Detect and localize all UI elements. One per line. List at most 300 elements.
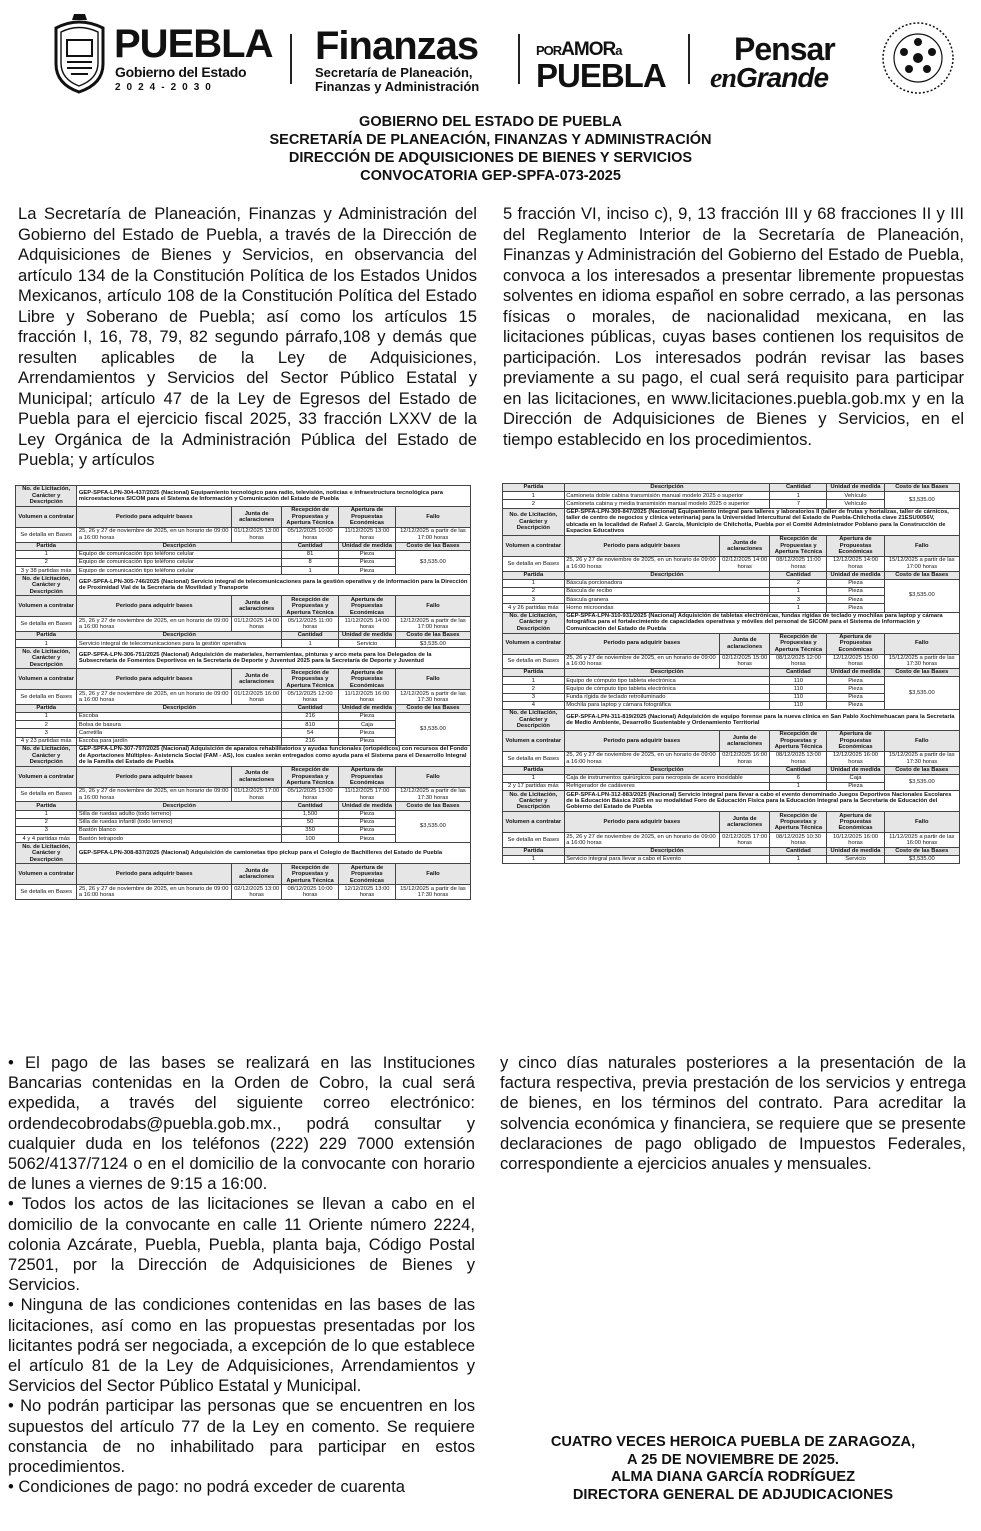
finanzas-subtitle: Secretaría de Planeación, Finanzas y Administración xyxy=(315,65,480,94)
descripcion-header: Descripción xyxy=(77,631,282,639)
recepcion-cell: 05/12/2025 11:00 horas xyxy=(282,617,339,632)
periodo-header: Periodo para adquirir bases xyxy=(77,507,232,528)
schedule-row xyxy=(16,787,471,802)
partida-cell: 3 xyxy=(16,729,77,737)
cantidad-cell: 110 xyxy=(770,685,827,693)
periodo-cell: 25, 26 y 27 de noviembre de 2025, en un horario de 09:00 a 16:00 horas xyxy=(564,654,719,669)
cantidad-cell: 110 xyxy=(770,677,827,685)
unidad-cell: Pieza xyxy=(339,810,396,818)
licitacion-description: GEP-SPFA-LPN-312-883/2025 (Nacional) Servicio integral para llevar a cabo el evento denominado Juegos Deportivos Nacionales Escolares de la Educación Básica 2025 en su modalidad Foro de Educación Física para la Educación Integral para la Secretaría de Educación del Gobierno del Estado de Puebla xyxy=(564,791,959,812)
fallo-cell: 12/12/2025 a partir de las 17:00 horas xyxy=(395,617,470,632)
apertura-cell: 11/12/2025 17:00 horas xyxy=(339,787,396,802)
cantidad-cell: 110 xyxy=(770,693,827,701)
unidad-cell: Pieza xyxy=(827,701,884,709)
apertura-header: Apertura de Propuestas Económicas xyxy=(827,812,884,833)
partida-cell: 2 y 17 partidas más xyxy=(503,783,565,791)
partida-cell: 4 y 26 partidas más xyxy=(503,604,565,612)
partida-cell: 1 xyxy=(503,774,565,782)
descripcion-cell: Refrigerador de cadáveres xyxy=(564,783,770,791)
periodo-header: Periodo para adquirir bases xyxy=(564,812,719,833)
unidad-cell: Pieza xyxy=(827,587,884,595)
fallo-header: Fallo xyxy=(884,633,959,654)
costo-header: Costo de las Bases xyxy=(395,802,470,810)
partida-cell: 1 xyxy=(503,492,565,500)
table-row xyxy=(16,550,471,558)
cantidad-cell: 1 xyxy=(770,492,827,500)
licitacion-description: GEP-SPFA-LPN-308-837/2025 (Nacional) Adquisición de camionetas tipo pickup para el Colegio de Bachilleres del Estado de Puebla xyxy=(77,843,471,864)
table-row xyxy=(503,677,960,685)
partida-cell: 1 xyxy=(16,640,77,648)
signature-block xyxy=(500,1434,966,1504)
licitacion-row xyxy=(16,843,471,864)
partida-header: Partida xyxy=(16,631,77,639)
descripcion-cell: Equipo de comunicación tipo teléfono celular xyxy=(77,550,282,558)
periodo-header: Periodo para adquirir bases xyxy=(77,766,232,787)
partida-cell: 4 xyxy=(503,701,565,709)
items-header-row xyxy=(503,669,960,677)
volumen-cell: Se detalla en Bases xyxy=(16,528,77,543)
costo-cell: $3,535.00 xyxy=(884,579,959,612)
unidad-cell: Servicio xyxy=(827,855,884,863)
cantidad-cell: 810 xyxy=(282,721,339,729)
table-row xyxy=(503,774,960,782)
descripcion-header: Descripción xyxy=(77,542,282,550)
items-header-row xyxy=(16,704,471,712)
title-line-1: GOBIERNO DEL ESTADO DE PUEBLA xyxy=(359,114,622,130)
cantidad-cell: 1 xyxy=(770,604,827,612)
licitacion-description: GEP-SPFA-LPN-311-819/2025 (Nacional) Adquisición de equipo forense para la nueva clínica en San Pablo Xochimehuacan para la Secretaría de Medio Ambiente, Desarrollo Sustentable y Ordenamiento Territorial xyxy=(564,710,959,731)
costo-cell: $3,535.00 xyxy=(395,550,470,575)
junta-header: Junta de aclaraciones xyxy=(720,535,770,556)
condition-item: • El pago de las bases se realizará en las Instituciones Bancarias contenidas en la Orden de Cobro, la cual será expedida, a través del siguiente correo electrónico: ordendecobrodabs@puebla.gob.mx., podrá consultar y cualquier duda en los teléfonos (222) 229 7000 extensión 5062/4137/7124 o en el domicilio de la convocante con horario de lunes a viernes de 9:15 a 16:00. xyxy=(8,1053,475,1194)
condition-item: • No podrán participar las personas que se encuentren en los supuestos del artículo 77 de la Ley en comento. Se requiere constancia de no inhabilitado para participar en estos procedimientos. xyxy=(8,1396,475,1477)
schedule-header-row xyxy=(16,864,471,885)
junta-cell: 02/12/2025 15:00 horas xyxy=(720,654,770,669)
table-row xyxy=(16,713,471,721)
conditions-right: y cinco días naturales posteriores a la presentación de la factura respectiva, previa prestación de los servicios y entrega de bienes, en los términos del contrato. Para acreditar la solvencia económica y financiera, se requiere que se presente declaraciones de pago obligado de Impuestos Federales, correspondiente a ejercicios anuales y mensuales. xyxy=(500,1053,966,1174)
no-licitacion-label: No. de Licitación, Carácter y Descripción xyxy=(16,648,77,669)
junta-cell: 01/12/2025 16:00 horas xyxy=(232,690,282,705)
licitacion-row xyxy=(503,612,960,633)
cantidad-cell: 1 xyxy=(770,587,827,595)
amor-por: POR xyxy=(536,43,562,58)
apertura-cell: 11/12/2025 13:00 horas xyxy=(339,528,396,543)
amor-a: a xyxy=(615,43,622,58)
recepcion-header: Recepción de Propuestas y Apertura Técnica xyxy=(282,864,339,885)
periodo-cell: 25, 26 y 27 de noviembre de 2025, en un horario de 09:00 a 16:00 horas xyxy=(77,787,232,802)
schedule-header-row xyxy=(16,596,471,617)
table-row xyxy=(503,579,960,587)
cantidad-cell: 1 xyxy=(282,567,339,575)
apertura-header: Apertura de Propuestas Económicas xyxy=(339,864,396,885)
periodo-cell: 25, 26 y 27 de noviembre de 2025, en un horario de 09:00 a 16:00 horas xyxy=(77,885,232,900)
partida-header: Partida xyxy=(503,669,565,677)
descripcion-header: Descripción xyxy=(564,669,770,677)
junta-cell: 02/12/2025 17:00 horas xyxy=(720,833,770,848)
junta-header: Junta de aclaraciones xyxy=(720,812,770,833)
unidad-header: Unidad de medida xyxy=(339,631,396,639)
descripcion-cell: Báscula porcionadora xyxy=(564,579,770,587)
licitacion-row xyxy=(503,710,960,731)
schedule-header-row xyxy=(503,731,960,752)
periodo-header: Periodo para adquirir bases xyxy=(564,731,719,752)
descripcion-cell: Escoba para jardín xyxy=(77,737,282,745)
cantidad-cell: 100 xyxy=(282,835,339,843)
apertura-cell: 12/12/2025 13:00 horas xyxy=(339,885,396,900)
unidad-cell: Pieza xyxy=(827,783,884,791)
cantidad-cell: 216 xyxy=(282,713,339,721)
licitacion-row xyxy=(16,648,471,669)
recepcion-header: Recepción de Propuestas y Apertura Técnica xyxy=(770,633,827,654)
recepcion-cell: 05/12/2025 10:00 horas xyxy=(282,528,339,543)
descripcion-cell: Bastón blanco xyxy=(77,827,282,835)
periodo-cell: 25, 26 y 27 de noviembre de 2025, en un horario de 09:00 a 16:00 horas xyxy=(564,556,719,571)
schedule-row xyxy=(503,752,960,767)
unidad-cell: Pieza xyxy=(339,567,396,575)
recepcion-header: Recepción de Propuestas y Apertura Técnica xyxy=(770,812,827,833)
logo-divider xyxy=(290,34,292,84)
volumen-header: Volumen a contratar xyxy=(503,535,565,556)
conditions-left xyxy=(8,1053,475,1497)
volumen-header: Volumen a contratar xyxy=(16,507,77,528)
costo-cell: $3,535.00 xyxy=(884,774,959,790)
recepcion-cell: 08/12/2025 10:30 horas xyxy=(770,833,827,848)
licitacion-description: GEP-SPFA-LPN-306-751/2025 (Nacional) Adquisición de materiales, herramientas, pinturas y arco meta para los Delegados de la Subsecretaría de Fomentos Deportivos en la Secretaría de Deporte y Juventud 2025 para la Secretaría de Deporte y Juventud xyxy=(77,648,471,669)
schedule-row xyxy=(503,833,960,848)
schedule-row xyxy=(16,885,471,900)
puebla-subtitle: Gobierno del Estado xyxy=(115,64,247,80)
unidad-cell: Pieza xyxy=(827,604,884,612)
schedule-header-row xyxy=(16,669,471,690)
schedule-row xyxy=(16,528,471,543)
unidad-cell: Pieza xyxy=(339,550,396,558)
volumen-cell: Se detalla en Bases xyxy=(16,787,77,802)
logo-divider xyxy=(688,34,690,84)
cantidad-cell: 1 xyxy=(770,783,827,791)
descripcion-cell: Servicio integral para llevar a cabo el Evento xyxy=(564,855,770,863)
costo-header: Costo de las Bases xyxy=(884,571,959,579)
apertura-header: Apertura de Propuestas Económicas xyxy=(827,535,884,556)
descripcion-cell: Servicio integral de telecomunicaciones para la gestión operativa xyxy=(77,640,282,648)
cantidad-cell: 350 xyxy=(282,827,339,835)
pensar-en: en xyxy=(710,63,736,94)
no-licitacion-label: No. de Licitación, Carácter y Descripción xyxy=(503,612,565,633)
items-header-row xyxy=(503,484,960,492)
fallo-cell: 11/12/2025 a partir de las 16:00 horas xyxy=(884,833,959,848)
partida-cell: 1 xyxy=(503,677,565,685)
licitacion-row xyxy=(16,745,471,766)
costo-header: Costo de las Bases xyxy=(884,484,959,492)
recepcion-cell: 08/12/2025 11:00 horas xyxy=(770,556,827,571)
unidad-header: Unidad de medida xyxy=(827,847,884,855)
fallo-cell: 12/12/2025 a partir de las 17:30 horas xyxy=(395,787,470,802)
items-header-row xyxy=(503,847,960,855)
periodo-cell: 25, 26 y 27 de noviembre de 2025, en un horario de 09:00 a 16:00 horas xyxy=(77,617,232,632)
costo-cell: $3,535.00 xyxy=(395,810,470,843)
licitaciones-table-left xyxy=(15,485,471,900)
document-title xyxy=(0,113,981,185)
puebla-years: 2024-2030 xyxy=(115,82,217,93)
cantidad-header: Cantidad xyxy=(770,669,827,677)
volumen-header: Volumen a contratar xyxy=(503,731,565,752)
cantidad-cell: 1 xyxy=(282,640,339,648)
schedule-header-row xyxy=(503,812,960,833)
apertura-cell: 11/12/2025 14:00 horas xyxy=(339,617,396,632)
pensar-grande: Grande xyxy=(736,62,829,93)
apertura-cell: 11/12/2025 16:00 horas xyxy=(339,690,396,705)
finanzas-wordmark: Finanzas xyxy=(315,24,479,68)
unidad-cell: Pieza xyxy=(827,685,884,693)
no-licitacion-label: No. de Licitación, Carácter y Descripción xyxy=(16,575,77,596)
licitacion-description: GEP-SPFA-LPN-307-797/2025 (Nacional) Adquisición de aparatos rehabilitatorios y ayudas funcionales (ortopédicos) con recursos del Fondo de Aportaciones Múltiples- Asistencia Social (FAM - AS), los cuales serán entregados como ayuda para el Sistema para el Desarrollo Integral de la Familia del Estado de Puebla xyxy=(77,745,471,766)
descripcion-cell: Báscula de recibo xyxy=(564,587,770,595)
no-licitacion-label: No. de Licitación, Carácter y Descripción xyxy=(503,508,565,535)
cantidad-cell: 54 xyxy=(282,729,339,737)
unidad-header: Unidad de medida xyxy=(827,766,884,774)
items-header-row xyxy=(503,571,960,579)
descripcion-header: Descripción xyxy=(564,847,770,855)
unidad-cell: Pieza xyxy=(827,677,884,685)
apertura-cell: 10/12/2025 16:00 horas xyxy=(827,833,884,848)
recepcion-cell: 05/12/2025 12:00 horas xyxy=(282,690,339,705)
apertura-header: Apertura de Propuestas Económicas xyxy=(339,669,396,690)
condition-item: • Condiciones de pago: no podrá exceder de cuarenta xyxy=(8,1477,405,1497)
unidad-cell: Vehículo xyxy=(827,492,884,500)
licitacion-description: GEP-SPFA-LPN-310-931/2025 (Nacional) Adquisición de tabletas electrónicas, fundas rígidas de teclado y mochilas para laptop y cámara fotográfica para el fortalecimiento de capacidades operativas y móviles del personal de SICOM para el Sistema de Información y Comunicación del Estado de Puebla xyxy=(564,612,959,633)
partida-cell: 2 xyxy=(16,818,77,826)
periodo-cell: 25, 26 y 27 de noviembre de 2025, en un horario de 09:00 a 16:00 horas xyxy=(564,752,719,767)
licitaciones-table-right xyxy=(502,483,960,864)
descripcion-header: Descripción xyxy=(564,766,770,774)
apertura-header: Apertura de Propuestas Económicas xyxy=(339,596,396,617)
junta-header: Junta de aclaraciones xyxy=(232,864,282,885)
fallo-cell: 15/12/2025 a partir de las 17:30 horas xyxy=(884,654,959,669)
apertura-header: Apertura de Propuestas Económicas xyxy=(827,633,884,654)
descripcion-cell: Escoba xyxy=(77,713,282,721)
amor-amor: AMOR xyxy=(561,39,616,60)
unidad-cell: Servicio xyxy=(339,640,396,648)
cantidad-cell: 216 xyxy=(282,737,339,745)
fallo-cell: 12/12/2025 a partir de las 17:00 horas xyxy=(395,528,470,543)
periodo-header: Periodo para adquirir bases xyxy=(564,633,719,654)
schedule-header-row xyxy=(16,507,471,528)
partida-cell: 3 xyxy=(503,693,565,701)
volumen-header: Volumen a contratar xyxy=(16,864,77,885)
fallo-cell: 12/12/2025 a partir de las 17:30 horas xyxy=(395,690,470,705)
descripcion-cell: Báscula granera xyxy=(564,596,770,604)
cantidad-cell: 3 xyxy=(770,596,827,604)
volumen-cell: Se detalla en Bases xyxy=(503,556,565,571)
junta-cell: 02/12/2025 13:00 horas xyxy=(232,885,282,900)
schedule-row xyxy=(503,556,960,571)
cantidad-header: Cantidad xyxy=(282,802,339,810)
state-shield-icon xyxy=(52,14,107,94)
cantidad-header: Cantidad xyxy=(770,847,827,855)
signature-line-2: A 25 DE NOVIEMBRE DE 2025. xyxy=(627,1451,839,1468)
partida-header: Partida xyxy=(503,484,565,492)
seal-icon xyxy=(880,20,956,96)
descripcion-cell: Equipo de cómputo tipo tableta electrónica xyxy=(564,677,770,685)
apertura-cell: 12/12/2025 14:00 horas xyxy=(827,556,884,571)
unidad-cell: Pieza xyxy=(339,835,396,843)
table-row xyxy=(16,640,471,648)
junta-header: Junta de aclaraciones xyxy=(720,731,770,752)
partida-header: Partida xyxy=(503,766,565,774)
table-row xyxy=(503,492,960,500)
no-licitacion-label: No. de Licitación, Carácter y Descripción xyxy=(16,843,77,864)
fallo-cell: 15/12/2025 a partir de las 17:30 horas xyxy=(395,885,470,900)
unidad-cell: Pieza xyxy=(339,818,396,826)
recepcion-header: Recepción de Propuestas y Apertura Técnica xyxy=(282,596,339,617)
licitacion-row xyxy=(503,508,960,535)
junta-header: Junta de aclaraciones xyxy=(232,596,282,617)
partida-header: Partida xyxy=(16,542,77,550)
unidad-cell: Caja xyxy=(827,774,884,782)
unidad-cell: Pieza xyxy=(339,737,396,745)
partida-cell: 4 y 23 partidas más xyxy=(16,737,77,745)
intro-paragraph-left: La Secretaría de Planeación, Finanzas y Administración del Gobierno del Estado de Puebla, a través de la Dirección de Adquisiciones de Bienes y Servicios, en observancia del artículo 134 de la Constitución Política de los Estados Unidos Mexicanos, artículo 108 de la Constitución Política del Estado Libre y Soberano de Puebla; así como los artículos 15 fracción I, 16, 78, 79, 82 segundo párrafo,108 y demás que resulten aplicables de la Ley de Adquisiciones, Arrendamientos y Servicios del Sector Público Estatal y Municipal; artículo 47 de la Ley de Egresos del Estado de Puebla para el ejercicio fiscal 2025, 33 fracción LXXV de la Ley Orgánica de la Administración Pública del Estado de Puebla; y artículos xyxy=(18,204,477,469)
cantidad-header: Cantidad xyxy=(282,542,339,550)
costo-header: Costo de las Bases xyxy=(395,704,470,712)
fallo-header: Fallo xyxy=(395,864,470,885)
recepcion-header: Recepción de Propuestas y Apertura Técnica xyxy=(770,535,827,556)
descripcion-cell: Equipo de comunicación tipo teléfono celular xyxy=(77,558,282,566)
title-line-2: SECRETARÍA DE PLANEACIÓN, FINANZAS Y ADMINISTRACIÓN xyxy=(269,132,712,148)
partida-cell: 2 xyxy=(503,500,565,508)
signature-line-4: DIRECTORA GENERAL DE ADJUDICACIONES xyxy=(572,1486,894,1503)
descripcion-header: Descripción xyxy=(77,704,282,712)
descripcion-cell: Funda rígida de teclado retroiluminado xyxy=(564,693,770,701)
apertura-header: Apertura de Propuestas Económicas xyxy=(339,507,396,528)
licitaciones-table xyxy=(15,485,471,900)
licitacion-row xyxy=(503,791,960,812)
unidad-cell: Pieza xyxy=(339,827,396,835)
volumen-cell: Se detalla en Bases xyxy=(16,885,77,900)
partida-header: Partida xyxy=(16,704,77,712)
fallo-header: Fallo xyxy=(395,669,470,690)
periodo-header: Periodo para adquirir bases xyxy=(564,535,719,556)
recepcion-cell: 08/12/2025 10:00 horas xyxy=(282,885,339,900)
apertura-header: Apertura de Propuestas Económicas xyxy=(827,731,884,752)
partida-cell: 1 xyxy=(16,550,77,558)
cantidad-header: Cantidad xyxy=(282,631,339,639)
descripcion-cell: Camioneta cabina y media transmisión manual modelo 2025 o superior xyxy=(564,500,770,508)
recepcion-header: Recepción de Propuestas y Apertura Técnica xyxy=(282,669,339,690)
descripcion-header: Descripción xyxy=(77,802,282,810)
schedule-row xyxy=(503,654,960,669)
condition-item: • Todos los actos de las licitaciones se llevan a cabo en el domicilio de la convocante en calle 11 Oriente número 2224, colonia Azcárate, Puebla, Puebla, planta baja, Código Postal 72501, por la Dirección de Adquisiciones de Bienes y Servicios. xyxy=(8,1194,475,1295)
volumen-cell: Se detalla en Bases xyxy=(503,752,565,767)
no-licitacion-label: No. de Licitación, Carácter y Descripción xyxy=(16,486,77,507)
unidad-cell: Pieza xyxy=(339,713,396,721)
volumen-cell: Se detalla en Bases xyxy=(503,654,565,669)
descripcion-cell: Equipo de cómputo tipo tableta electrónica xyxy=(564,685,770,693)
apertura-cell: 12/12/2025 15:00 horas xyxy=(827,654,884,669)
volumen-cell: Se detalla en Bases xyxy=(16,617,77,632)
licitaciones-table xyxy=(502,483,960,864)
volumen-header: Volumen a contratar xyxy=(16,766,77,787)
costo-header: Costo de las Bases xyxy=(395,631,470,639)
cantidad-header: Cantidad xyxy=(770,571,827,579)
fallo-header: Fallo xyxy=(395,766,470,787)
intro-paragraph-right: 5 fracción VI, inciso c), 9, 13 fracción III y 68 fracciones II y III del Reglamento Interior de la Secretaría de Planeación, Finanzas y Administración del Gobierno del Estado de Puebla, convoca a los interesados a presentar libremente propuestas solventes en idioma español en sobre cerrado, a las personas físicas o morales, de nacionalidad mexicana, en las licitaciones públicas, cuyas bases contienen los requisitos de participación. Los interesados podrán revisar las bases previamente a su pago, el cual será requisito para participar en las licitaciones, en www.licitaciones.puebla.gob.mx y en la Dirección de Adquisiciones de Bienes y Servicios, en el tiempo establecido en los procedimientos. xyxy=(503,204,964,449)
cantidad-header: Cantidad xyxy=(770,484,827,492)
schedule-header-row xyxy=(16,766,471,787)
recepcion-cell: 05/12/2025 13:00 horas xyxy=(282,787,339,802)
junta-header: Junta de aclaraciones xyxy=(720,633,770,654)
descripcion-cell: Silla de ruedas infantil (todo terreno) xyxy=(77,818,282,826)
costo-header: Costo de las Bases xyxy=(395,542,470,550)
descripcion-cell: Equipo de comunicación tipo teléfono celular xyxy=(77,567,282,575)
volumen-header: Volumen a contratar xyxy=(503,633,565,654)
partida-cell: 3 xyxy=(503,596,565,604)
schedule-row xyxy=(16,690,471,705)
title-line-3: DIRECCIÓN DE ADQUISICIONES DE BIENES Y SERVICIOS xyxy=(288,150,693,166)
partida-cell: 2 xyxy=(16,558,77,566)
fallo-cell: 15/12/2025 a partir de las 17:00 horas xyxy=(884,556,959,571)
fallo-header: Fallo xyxy=(884,535,959,556)
unidad-header: Unidad de medida xyxy=(827,669,884,677)
logo-divider xyxy=(518,34,520,84)
cantidad-cell: 1 xyxy=(770,855,827,863)
descripcion-cell: Carretilla xyxy=(77,729,282,737)
junta-header: Junta de aclaraciones xyxy=(232,507,282,528)
cantidad-header: Cantidad xyxy=(282,704,339,712)
descripcion-cell: Bastón tetrapodo xyxy=(77,835,282,843)
volumen-header: Volumen a contratar xyxy=(16,669,77,690)
fallo-header: Fallo xyxy=(395,596,470,617)
fallo-header: Fallo xyxy=(395,507,470,528)
schedule-header-row xyxy=(503,535,960,556)
costo-header: Costo de las Bases xyxy=(884,766,959,774)
recepcion-header: Recepción de Propuestas y Apertura Técnica xyxy=(282,507,339,528)
no-licitacion-label: No. de Licitación, Carácter y Descripción xyxy=(503,791,565,812)
unidad-cell: Pieza xyxy=(339,558,396,566)
partida-header: Partida xyxy=(503,847,565,855)
costo-cell: $3,535.00 xyxy=(395,640,470,648)
junta-header: Junta de aclaraciones xyxy=(232,766,282,787)
junta-cell: 01/12/2025 13:00 horas xyxy=(232,528,282,543)
unidad-cell: Pieza xyxy=(827,693,884,701)
items-header-row xyxy=(16,802,471,810)
items-header-row xyxy=(503,766,960,774)
unidad-header: Unidad de medida xyxy=(339,802,396,810)
fallo-header: Fallo xyxy=(884,812,959,833)
fallo-header: Fallo xyxy=(884,731,959,752)
costo-cell: $3,535.00 xyxy=(395,713,470,746)
descripcion-cell: Mochila para laptop y cámara fotográfica xyxy=(564,701,770,709)
licitacion-description: GEP-SPFA-LPN-304-437/2025 (Nacional) Equipamiento tecnológico para radio, televisión, noticias e infraestructura tecnológica para microestaciones SICOM para el Sistema de Información y Comunicación del Estado de Puebla xyxy=(77,486,471,507)
recepcion-header: Recepción de Propuestas y Apertura Técnica xyxy=(282,766,339,787)
items-header-row xyxy=(16,631,471,639)
puebla-government-logo xyxy=(52,14,282,98)
periodo-header: Periodo para adquirir bases xyxy=(77,596,232,617)
signature-line-3: ALMA DIANA GARCÍA RODRÍGUEZ xyxy=(610,1469,856,1485)
unidad-header: Unidad de medida xyxy=(339,704,396,712)
schedule-row xyxy=(16,617,471,632)
no-licitacion-label: No. de Licitación, Carácter y Descripción xyxy=(503,710,565,731)
partida-header: Partida xyxy=(503,571,565,579)
unidad-header: Unidad de medida xyxy=(339,542,396,550)
volumen-header: Volumen a contratar xyxy=(503,812,565,833)
cantidad-cell: 2 xyxy=(770,579,827,587)
unidad-header: Unidad de medida xyxy=(827,484,884,492)
cantidad-header: Cantidad xyxy=(770,766,827,774)
partida-cell: 3 xyxy=(16,827,77,835)
descripcion-header: Descripción xyxy=(564,571,770,579)
amor-puebla: PUEBLA xyxy=(536,57,666,94)
unidad-cell: Pieza xyxy=(827,579,884,587)
